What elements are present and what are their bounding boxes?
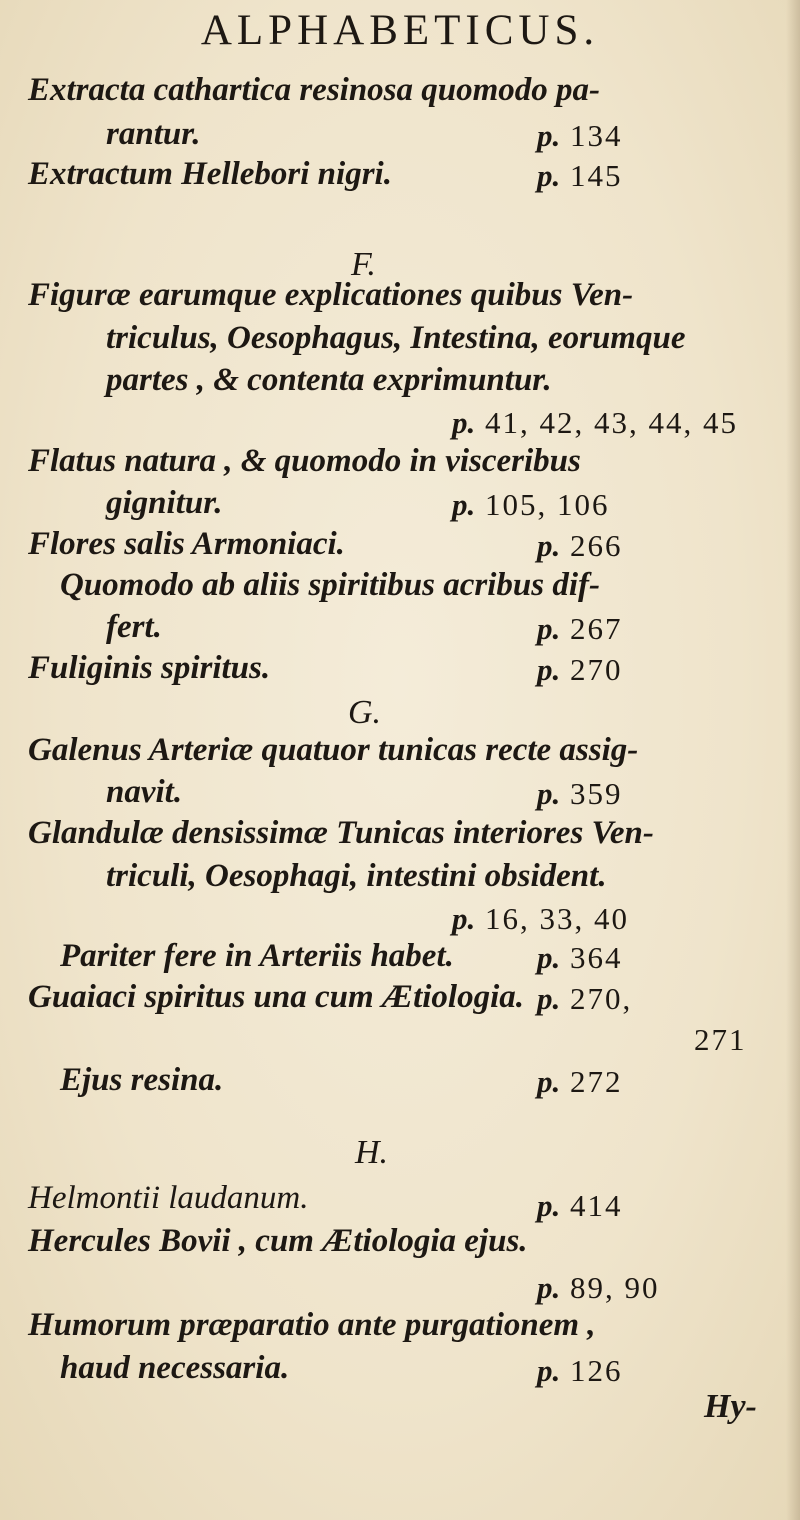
page-numbers: 126	[570, 1353, 623, 1388]
page-numbers: 16, 33, 40	[485, 901, 629, 936]
index-entry-line: Humorum præparatio ante purgationem ,	[28, 1307, 596, 1343]
page-numbers: 272	[570, 1064, 623, 1099]
page-numbers: 359	[570, 776, 623, 811]
index-entry-line: fert.	[106, 609, 162, 645]
page-reference	[537, 611, 623, 647]
page-numbers: 145	[570, 158, 623, 193]
page-abbrev: p.	[537, 1188, 561, 1223]
page-numbers: 364	[570, 940, 623, 975]
page-numbers: 41, 42, 43, 44, 45	[485, 405, 738, 440]
page-reference	[537, 981, 632, 1017]
page-reference	[537, 118, 623, 154]
index-entry-line: Hercules Bovii , cum Ætiologia ejus.	[28, 1223, 528, 1259]
running-header: ALPHABETICUS.	[200, 7, 600, 54]
page-reference	[537, 1353, 623, 1389]
index-entry-line: triculi, Oesophagi, intestini obsident.	[106, 858, 607, 894]
index-entry-line: navit.	[106, 774, 183, 810]
page-reference	[452, 487, 610, 523]
index-entry-line: Flores salis Armoniaci.	[28, 526, 345, 562]
page-reference	[537, 528, 623, 564]
index-entry-line: Pariter fere in Arteriis habet.	[60, 938, 454, 974]
page-numbers: 266	[570, 528, 623, 563]
page-abbrev: p.	[537, 940, 561, 975]
page-abbrev: p.	[537, 981, 561, 1016]
page-numbers: 414	[570, 1188, 623, 1223]
index-entry-line: haud necessaria.	[60, 1350, 290, 1386]
page-reference	[537, 776, 623, 812]
page-abbrev: p.	[537, 1353, 561, 1388]
section-letter-h: H.	[355, 1134, 389, 1171]
page-numbers: 270,	[570, 981, 633, 1016]
page-numbers: 270	[570, 652, 623, 687]
index-entry-line: Extractum Hellebori nigri.	[28, 156, 392, 192]
page-abbrev: p.	[452, 901, 476, 936]
page-numbers: 134	[570, 118, 623, 153]
page-abbrev: p.	[537, 118, 561, 153]
index-entry-line: Glandulæ densissimæ Tunicas interiores Ven-	[28, 815, 654, 851]
page-numbers-continued: 271	[694, 1022, 747, 1057]
index-entry-line: Guaiaci spiritus una cum Ætiologia.	[28, 979, 524, 1015]
index-entry-line: partes , & contenta exprimuntur.	[106, 362, 552, 398]
page-numbers: 105, 106	[485, 487, 610, 522]
index-entry-line: Flatus natura , & quomodo in visceribus	[28, 443, 581, 479]
index-entry-line: rantur.	[106, 116, 201, 152]
page-numbers: 267	[570, 611, 623, 646]
page-abbrev: p.	[537, 1064, 561, 1099]
page-abbrev: p.	[537, 776, 561, 811]
index-entry-line: Ejus resina.	[60, 1062, 224, 1098]
index-entry-line: triculus, Oesophagus, Intestina, eorumque	[106, 320, 686, 356]
index-entry-line: Quomodo ab aliis spiritibus acribus dif-	[60, 567, 601, 603]
page-reference	[537, 652, 623, 688]
index-entry-line: Helmontii laudanum.	[28, 1180, 309, 1216]
index-entry-line: Figuræ earumque explicationes quibus Ven-	[28, 277, 634, 313]
section-letter-f: F.	[351, 246, 376, 283]
page-reference	[537, 158, 623, 194]
section-letter-g: G.	[348, 694, 382, 731]
page-reference	[452, 901, 629, 937]
index-entry-line: Extracta cathartica resinosa quomodo pa-	[28, 72, 601, 108]
catchword: Hy-	[704, 1388, 757, 1425]
page-reference	[537, 1270, 660, 1306]
page-abbrev: p.	[537, 611, 561, 646]
page-abbrev: p.	[452, 405, 476, 440]
page-abbrev: p.	[537, 1270, 561, 1305]
page-numbers: 89, 90	[570, 1270, 660, 1305]
page-reference	[537, 1064, 623, 1100]
page-abbrev: p.	[452, 487, 476, 522]
page-abbrev: p.	[537, 652, 561, 687]
index-entry-line: Galenus Arteriæ quatuor tunicas recte assig-	[28, 732, 639, 768]
page-reference	[537, 1188, 623, 1224]
index-entry-line: gignitur.	[106, 485, 223, 521]
index-entry-line: Fuliginis spiritus.	[28, 650, 271, 686]
page-reference	[452, 405, 738, 441]
page-abbrev: p.	[537, 528, 561, 563]
page-reference	[537, 940, 623, 976]
page-abbrev: p.	[537, 158, 561, 193]
